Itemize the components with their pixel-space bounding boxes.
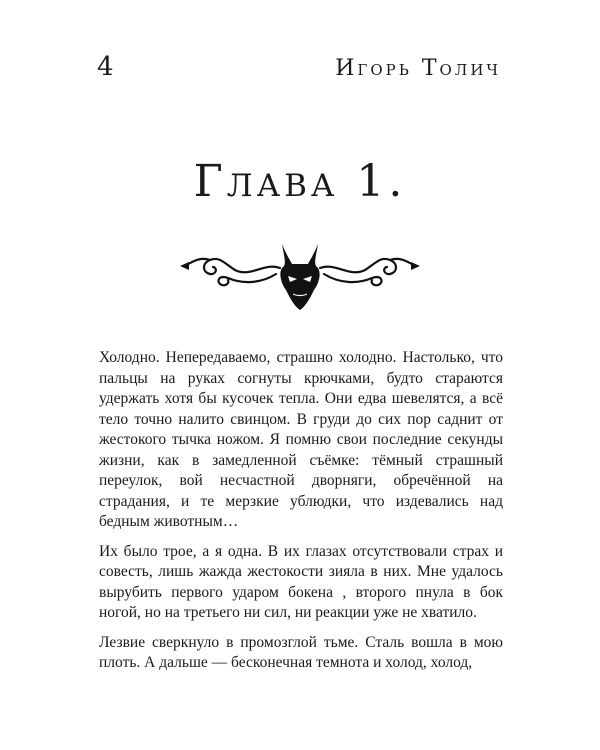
paragraph-2: Их было трое, а я одна. В их глазах отсутствовали страх и совесть, лишь жажда жестокости зияла в них. Мне удалось вырубить первого ударом бокена , второго пнула в бок ногой, но на третьего ни сил, ни реакции уже не хватило. (99, 542, 503, 621)
chapter-ornament (180, 232, 420, 312)
devil-mask-icon (280, 244, 319, 310)
paragraph-3: Лезвие сверкнуло в промозглой тьме. Сталь вошла в мою плоть. А дальше — бесконечная темнота и холод, холод, (99, 633, 503, 671)
chapter-body (99, 348, 503, 683)
running-head-author: Игорь Толич (335, 56, 501, 81)
right-scroll-flourish (320, 259, 396, 274)
page-header (97, 52, 501, 82)
paragraph-1: Холодно. Непередаваемо, страшно холодно. Настолько, что пальцы на руках согнуты крючками, будто стараются удержать хотя бы кусочек тепла. Они едва шевелятся, а всё тело точно налито свинцом. В груди до сих пор саднит от жестокого тычка ножом. Я помню свои последние секунды жизни, как в замедленной съёмке: тёмный страшный переулок, вой несчастной дворняги, обречённой на страдания, и те мерзкие ублюдки, что издевались над бедным животным… (99, 349, 503, 530)
right-scroll-lower (324, 274, 382, 285)
page-number: 4 (97, 52, 115, 82)
right-arrow-tip (411, 262, 420, 270)
left-arrow-tip (180, 262, 189, 270)
left-scroll-lower (218, 274, 276, 285)
left-scroll-flourish (204, 259, 280, 274)
chapter-title: Глава 1. (193, 156, 407, 207)
